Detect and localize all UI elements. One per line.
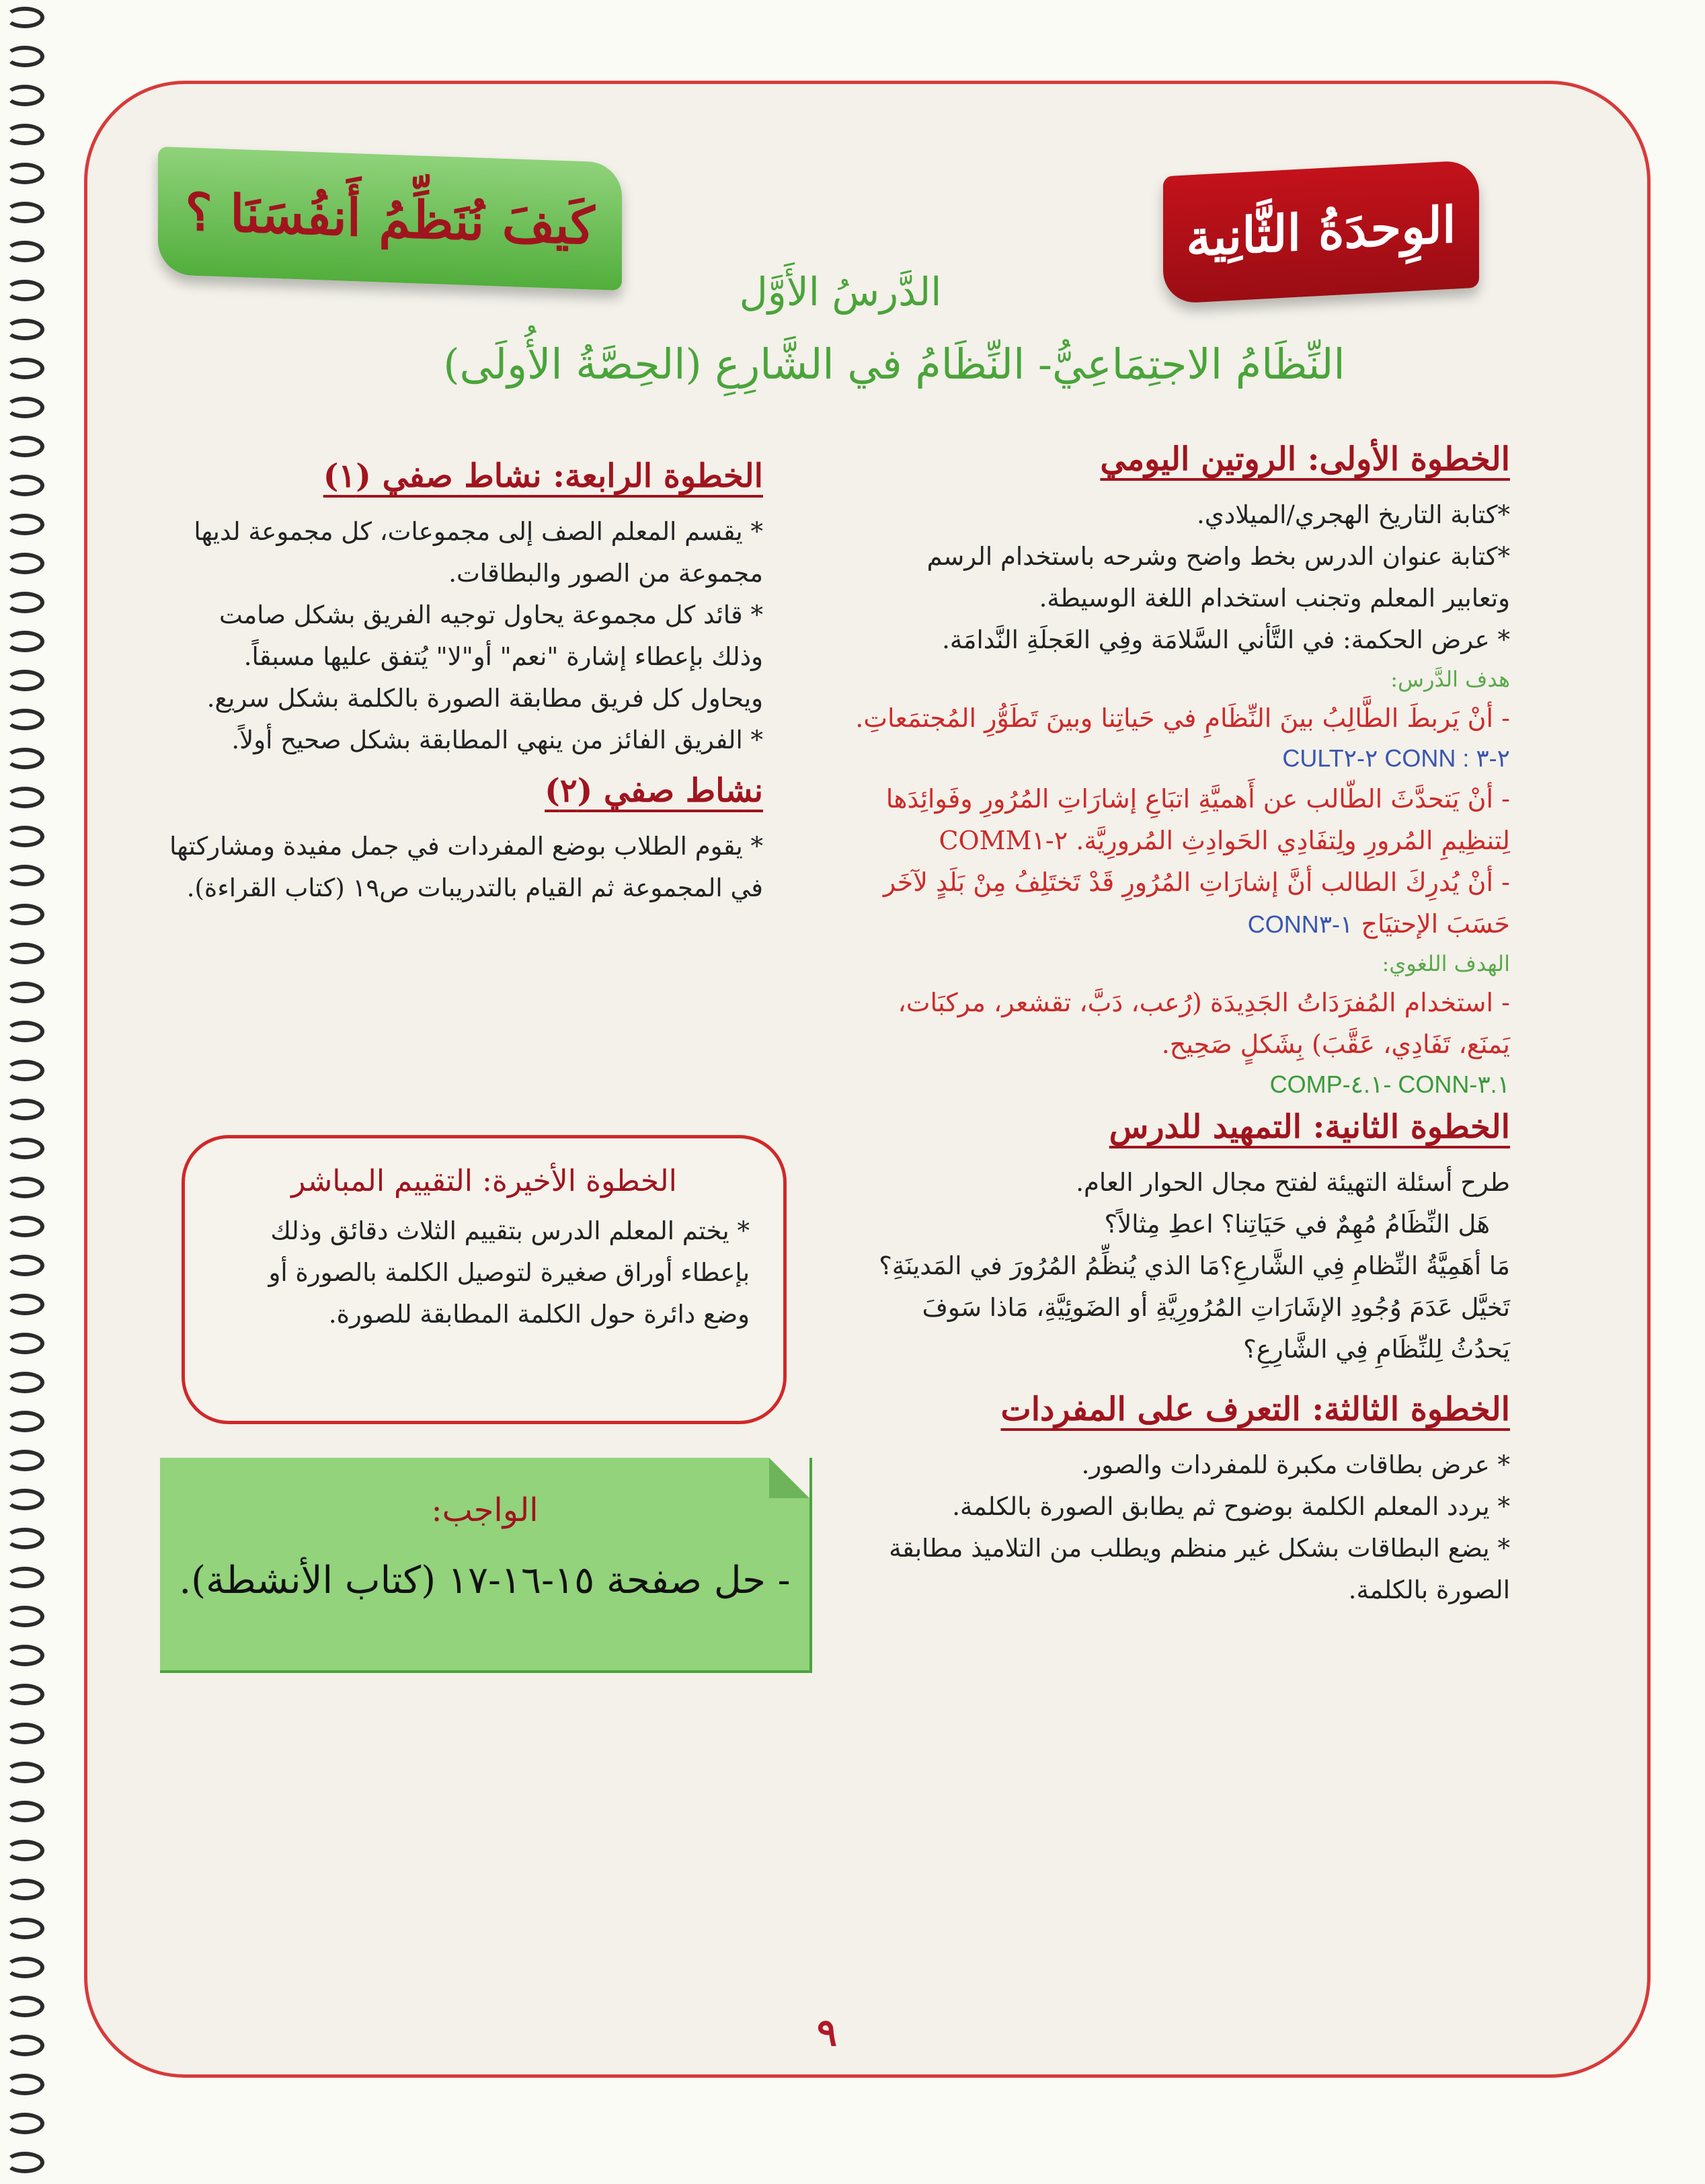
spiral-ring	[5, 1372, 44, 1393]
spiral-ring	[5, 1099, 44, 1120]
step1-line: وتعابير المعلم وتجنب استخدام اللغة الوسيطة.	[1039, 584, 1510, 613]
unit-question: كَيفَ نُنَظِّمُ أَنفُسَنَا ؟	[185, 181, 595, 256]
spiral-ring	[5, 319, 44, 340]
lang-goal-a: - استخدام المُفرَدَاتُ الجَدِيدَة (رُعب، دَبَّ، تقشعر، مركبَات،	[898, 988, 1510, 1017]
spiral-ring	[5, 1645, 44, 1666]
unit-label: الوِحدَةُ الثَّانِية	[1186, 196, 1456, 268]
lang-goal-codes: COMP-٤.١- CONN-٣.١	[1269, 1070, 1510, 1098]
activity2-line: * يقوم الطلاب بوضع المفردات في جمل مفيدة ومشاركتها	[169, 832, 763, 861]
step2-line: يَحدُثُ لِلنِّظَامِ فِي الشَّارِعِ؟	[1243, 1335, 1510, 1364]
spiral-ring	[5, 670, 44, 691]
spiral-ring	[5, 1255, 44, 1276]
step4-line: وذلك بإعطاء إشارة "نعم" أو"لا" يُتفق عليها مسبقاً.	[243, 642, 763, 671]
spiral-ring	[5, 865, 44, 886]
step3-title: الخطوة الثالثة: التعرف على المفردات	[1000, 1391, 1510, 1428]
step1-title: الخطوة الأولى: الروتين اليومي	[1100, 440, 1510, 478]
spiral-ring	[5, 1294, 44, 1315]
spiral-ring	[5, 826, 44, 847]
left-column	[165, 457, 763, 909]
step2-line: هَل النِّظَامُ مُهِمٌ في حَيَاتِنا؟ اعطِ مِثالاً؟	[1104, 1210, 1490, 1239]
step3-line: * يردد المعلم الكلمة بوضوح ثم يطابق الصورة بالكلمة.	[952, 1492, 1510, 1521]
goal-1: - أنْ يَربطَ الطَّالِبُ بينَ النِّظَامِ في حَياتِنا وبينَ تَطَوُّرِ المُجتمَعاتِ.	[855, 703, 1510, 733]
spiral-ring	[5, 1762, 44, 1783]
step2-line: مَا أهَمِيَّةُ النِّظامِ فِي الشَّارعِ؟مَا الذي يُنظِّمُ المُرُورَ في المَدينَةِ؟	[879, 1251, 1510, 1280]
spiral-ring	[5, 553, 44, 574]
step3-line: الصورة بالكلمة.	[1348, 1575, 1510, 1604]
step1-line: *كتابة عنوان الدرس بخط واضح وشرحه باستخدام الرسم	[926, 542, 1510, 571]
spiral-ring	[5, 7, 44, 28]
step4-line: مجموعة من الصور والبطاقات.	[448, 559, 763, 588]
spiral-ring	[5, 514, 44, 535]
spiral-ring	[5, 1918, 44, 1939]
spiral-ring	[5, 2074, 44, 2095]
spiral-ring	[5, 163, 44, 184]
spiral-ring	[5, 1138, 44, 1159]
spiral-ring	[5, 46, 44, 67]
spiral-ring	[5, 436, 44, 457]
spiral-ring	[5, 1489, 44, 1510]
spiral-ring	[5, 787, 44, 808]
right-column	[804, 440, 1510, 1611]
spiral-binding	[0, 0, 47, 2184]
step1-line: * عرض الحكمة: في التَّأني السَّلامَة وفِي العَجلَةِ النَّدامَة.	[942, 625, 1510, 654]
spiral-ring	[5, 904, 44, 925]
homework-title: الواجب:	[431, 1491, 539, 1529]
spiral-ring	[5, 1021, 44, 1042]
goal-2b: لِتنظِيمِ المُرورِ ولِتفَادِي الحَوادِثِ المُرورِيَّة. COMM۱-۲	[939, 826, 1510, 855]
activity2-title: نشاط صفي (٢)	[545, 772, 763, 810]
spiral-ring	[5, 2035, 44, 2056]
spiral-ring	[5, 748, 44, 769]
spiral-ring	[5, 85, 44, 106]
goal-3b-text: حَسَبَ الإحتيَاج	[1361, 909, 1510, 939]
step4-line: * الفريق الفائز من ينهي المطابقة بشكل صحيح أولاً.	[231, 726, 763, 754]
step4-line: * قائد كل مجموعة يحاول توجيه الفريق بشكل صامت	[219, 600, 763, 629]
spiral-ring	[5, 2152, 44, 2173]
goal-1-codes: CULT۲-۲ CONN : ۳-۲	[1282, 744, 1510, 772]
spiral-ring	[5, 124, 44, 145]
page-number: ٩	[816, 2011, 838, 2055]
lesson-number: الدَّرسُ الأَوَّل	[739, 269, 942, 315]
unit-question-banner	[158, 147, 622, 290]
spiral-ring	[5, 1450, 44, 1471]
spiral-ring	[5, 241, 44, 262]
spiral-ring	[5, 475, 44, 496]
evaluation-box	[182, 1135, 787, 1424]
spiral-ring	[5, 1060, 44, 1081]
spiral-ring	[5, 1723, 44, 1744]
spiral-ring	[5, 1801, 44, 1822]
homework-text: - حل صفحة ١٥-١٦-١٧ (كتاب الأنشطة).	[179, 1559, 791, 1602]
lang-goal-label: الهدف اللغوي:	[1382, 951, 1510, 976]
spiral-ring	[5, 202, 44, 223]
spiral-ring	[5, 1684, 44, 1705]
spiral-ring	[5, 1528, 44, 1549]
evaluation-line: * يختم المعلم الدرس بتقييم الثلاث دقائق وذلك	[270, 1216, 750, 1245]
spiral-ring	[5, 1879, 44, 1900]
step4-line: * يقسم المعلم الصف إلى مجموعات، كل مجموعة لديها	[194, 517, 763, 546]
spiral-ring	[5, 943, 44, 964]
goal-3-codes: CONN۳-۱	[1247, 910, 1353, 938]
spiral-ring	[5, 1606, 44, 1627]
spiral-ring	[5, 1996, 44, 2017]
spiral-ring	[5, 1840, 44, 1861]
step4-line: ويحاول كل فريق مطابقة الصورة بالكلمة بشكل سريع.	[206, 684, 763, 713]
spiral-ring	[5, 358, 44, 379]
spiral-ring	[5, 709, 44, 730]
spiral-ring	[5, 280, 44, 301]
spiral-ring	[5, 1333, 44, 1354]
evaluation-line: وضع دائرة حول الكلمة المطابقة للصورة.	[328, 1300, 750, 1329]
homework-box	[160, 1458, 812, 1673]
step2-line: تَخيَّل عَدَمَ وُجُودِ الإشَارَاتِ المُرُورِيَّةِ أو الضَوئِيَّةِ، مَاذا سَوفَ	[922, 1293, 1510, 1322]
goal-3a: - أنْ يُدرِكَ الطالب أنَّ إشارَاتِ المُرُورِ قَدْ تَختَلِفُ مِنْ بَلَدٍ لآخَر	[883, 867, 1510, 897]
goal-3b	[804, 903, 1510, 945]
step2-line: طرح أسئلة التهيئة لفتح مجال الحوار العام.	[1076, 1168, 1510, 1197]
lang-goal-b: يَمنَع، تَفَادِي، عَقَّبَ) بِشَكلٍ صَحِيح.	[1161, 1029, 1510, 1059]
spiral-ring	[5, 982, 44, 1003]
goal-label: هدف الدَّرس:	[1390, 666, 1510, 692]
spiral-ring	[5, 1177, 44, 1198]
spiral-ring	[5, 592, 44, 613]
step2-title: الخطوة الثانية: التمهيد للدرس	[1109, 1108, 1510, 1146]
spiral-ring	[5, 397, 44, 418]
evaluation-line: بإعطاء أوراق صغيرة لتوصيل الكلمة بالصورة أو	[268, 1258, 750, 1287]
goal-2a: - أنْ يَتحدَّثَ الطّالب عن أَهميَّةِ اتبَاعِ إشارَاتِ المُرُورِ وفَوائِدَها	[885, 784, 1510, 814]
spiral-ring	[5, 1957, 44, 1978]
step1-line: *كتابة التاريخ الهجري/الميلادي.	[1197, 500, 1510, 529]
spiral-ring	[5, 631, 44, 652]
step4-title: الخطوة الرابعة: نشاط صفي (١)	[323, 457, 763, 495]
spiral-ring	[5, 1216, 44, 1237]
step3-line: * يضع البطاقات بشكل غير منظم ويطلب من التلاميذ مطابقة	[889, 1534, 1510, 1563]
spiral-ring	[5, 1411, 44, 1432]
lesson-title: النِّظَامُ الاجتِمَاعِيُّ- النِّظَامُ في الشَّارِعِ (الحِصَّةُ الأُولَى)	[443, 340, 1345, 389]
spiral-ring	[5, 1567, 44, 1588]
unit-banner	[1163, 160, 1479, 305]
activity2-line: في المجموعة ثم القيام بالتدريبات ص١٩ (كتاب القراءة).	[186, 873, 763, 902]
spiral-ring	[5, 2113, 44, 2134]
step3-line: * عرض بطاقات مكبرة للمفردات والصور.	[1081, 1450, 1510, 1479]
evaluation-title: الخطوة الأخيرة: التقييم المباشر	[291, 1164, 677, 1198]
